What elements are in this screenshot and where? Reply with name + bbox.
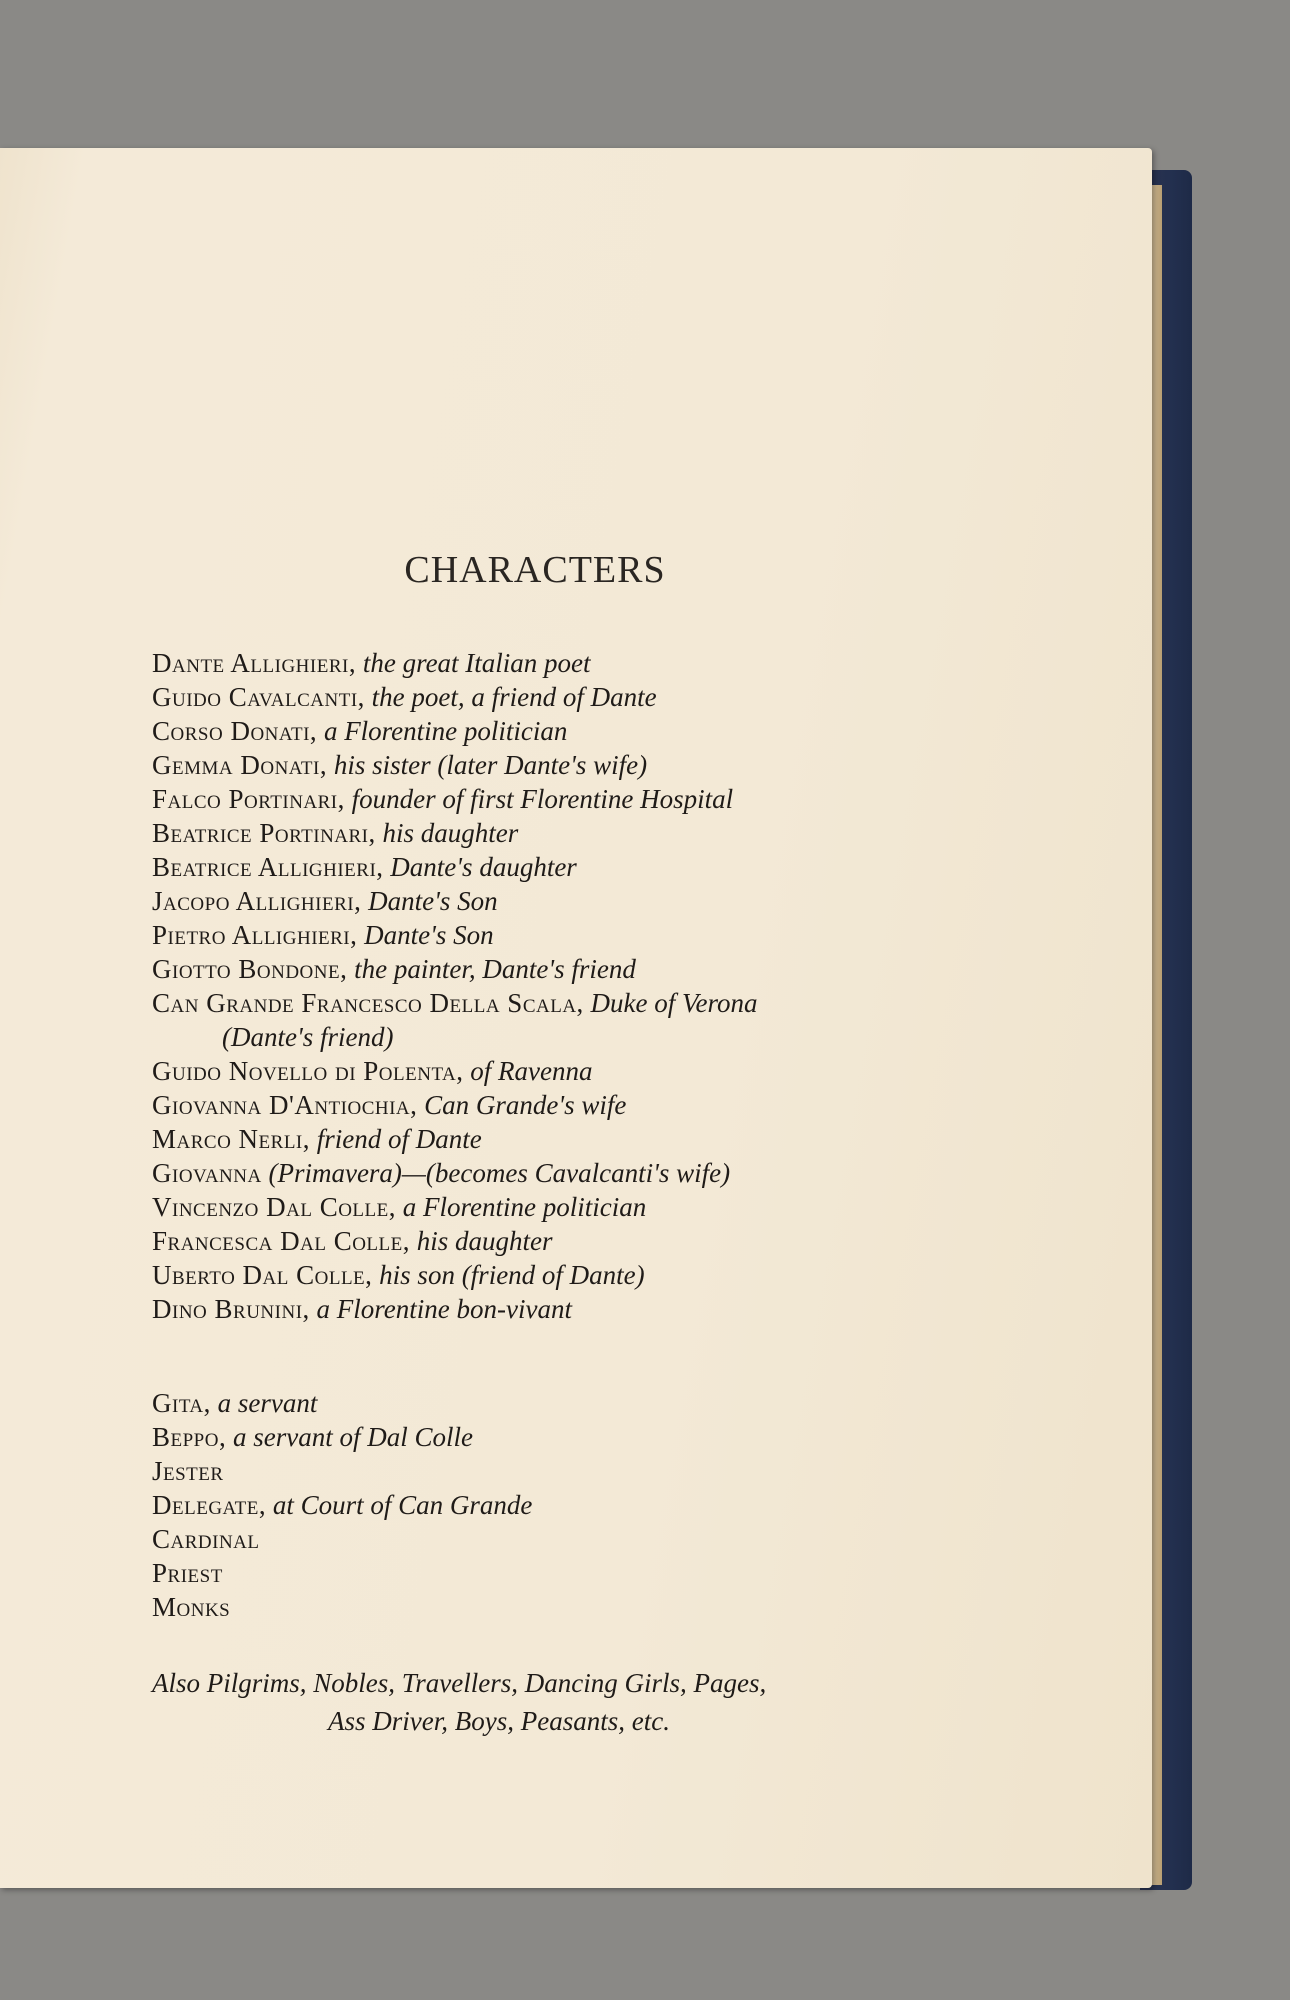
character-desc: a servant of Dal Colle	[226, 1422, 473, 1452]
character-desc: Dante's Son	[357, 920, 494, 950]
list-item	[152, 1054, 932, 1088]
character-desc: founder of first Florentine Hospital	[344, 784, 734, 814]
list-item	[152, 1258, 932, 1292]
character-name: Monks	[152, 1592, 231, 1622]
character-name: Giovanna	[152, 1158, 262, 1188]
character-name: Giotto Bondone,	[152, 954, 348, 984]
list-item	[152, 782, 932, 816]
character-name: Jester	[152, 1456, 224, 1486]
character-name: Beatrice Allighieri,	[152, 852, 384, 882]
character-name: Can Grande Francesco Della Scala,	[152, 988, 584, 1018]
character-list	[152, 646, 932, 1740]
character-name: Pietro Allighieri,	[152, 920, 358, 950]
list-item	[152, 1190, 932, 1224]
list-item	[152, 884, 932, 918]
list-item	[152, 646, 932, 680]
character-name: Falco Portinari,	[152, 784, 345, 814]
page-title: CHARACTERS	[404, 549, 666, 591]
character-name: Dante Allighieri,	[152, 648, 357, 678]
character-desc: the poet, a friend of Dante	[364, 682, 657, 712]
also-note-line2: Ass Driver, Boys, Peasants, etc.	[328, 1706, 670, 1736]
character-desc: Can Grande's wife	[417, 1090, 627, 1120]
character-desc: friend of Dante	[310, 1124, 482, 1154]
character-name: Marco Nerli,	[152, 1124, 311, 1154]
list-item	[152, 1224, 932, 1258]
list-item	[152, 1156, 932, 1190]
list-item	[152, 1522, 932, 1556]
character-name: Gemma Donati,	[152, 750, 328, 780]
character-name: Giovanna D'Antiochia,	[152, 1090, 418, 1120]
character-name: Delegate,	[152, 1490, 267, 1520]
character-desc: at Court of Can Grande	[266, 1490, 533, 1520]
character-name: Guido Cavalcanti,	[152, 682, 365, 712]
list-item	[152, 748, 932, 782]
character-desc: a servant	[210, 1388, 318, 1418]
character-desc: the great Italian poet	[356, 648, 591, 678]
list-item	[152, 1556, 932, 1590]
list-item	[152, 1454, 932, 1488]
list-item	[152, 1292, 932, 1326]
section-gap	[152, 1326, 932, 1386]
list-item	[152, 1590, 932, 1624]
character-desc: his daughter	[410, 1226, 553, 1256]
list-item	[152, 1386, 932, 1420]
character-desc: (Primavera)—(becomes Cavalcanti's wife)	[261, 1158, 731, 1188]
character-name: Cardinal	[152, 1524, 260, 1554]
character-name: Jacopo Allighieri,	[152, 886, 362, 916]
list-item	[152, 680, 932, 714]
character-desc: a Florentine politician	[317, 716, 568, 746]
list-item	[152, 714, 932, 748]
character-name: Gita,	[152, 1388, 211, 1418]
character-name: Beatrice Portinari,	[152, 818, 376, 848]
character-desc: his sister (later Dante's wife)	[327, 750, 648, 780]
book-page	[0, 148, 1152, 1888]
character-name: Guido Novello di Polenta,	[152, 1056, 464, 1086]
list-item	[152, 918, 932, 952]
also-note	[152, 1664, 932, 1740]
character-desc: Dante's daughter	[383, 852, 577, 882]
character-name: Vincenzo Dal Colle,	[152, 1192, 396, 1222]
list-item	[152, 952, 932, 986]
character-desc: a Florentine bon-vivant	[309, 1294, 572, 1324]
character-desc: (Dante's friend)	[222, 1022, 394, 1052]
character-name: Corso Donati,	[152, 716, 318, 746]
list-item	[152, 1122, 932, 1156]
character-name: Dino Brunini,	[152, 1294, 310, 1324]
list-item	[152, 850, 932, 884]
character-desc: Duke of Verona	[583, 988, 758, 1018]
list-item-continuation	[152, 1020, 932, 1054]
character-desc: a Florentine politician	[396, 1192, 647, 1222]
character-desc: Dante's Son	[361, 886, 498, 916]
list-item	[152, 1488, 932, 1522]
character-name: Priest	[152, 1558, 223, 1588]
character-name: Uberto Dal Colle,	[152, 1260, 373, 1290]
character-desc: the painter, Dante's friend	[347, 954, 636, 984]
character-desc: of Ravenna	[463, 1056, 593, 1086]
character-name: Francesca Dal Colle,	[152, 1226, 410, 1256]
list-item	[152, 816, 932, 850]
character-desc: his son (friend of Dante)	[372, 1260, 645, 1290]
list-item	[152, 1420, 932, 1454]
also-note-line1: Also Pilgrims, Nobles, Travellers, Dancing Girls, Pages,	[152, 1668, 767, 1698]
character-name: Beppo,	[152, 1422, 227, 1452]
list-item	[152, 986, 932, 1020]
list-item	[152, 1088, 932, 1122]
character-desc: his daughter	[375, 818, 519, 848]
